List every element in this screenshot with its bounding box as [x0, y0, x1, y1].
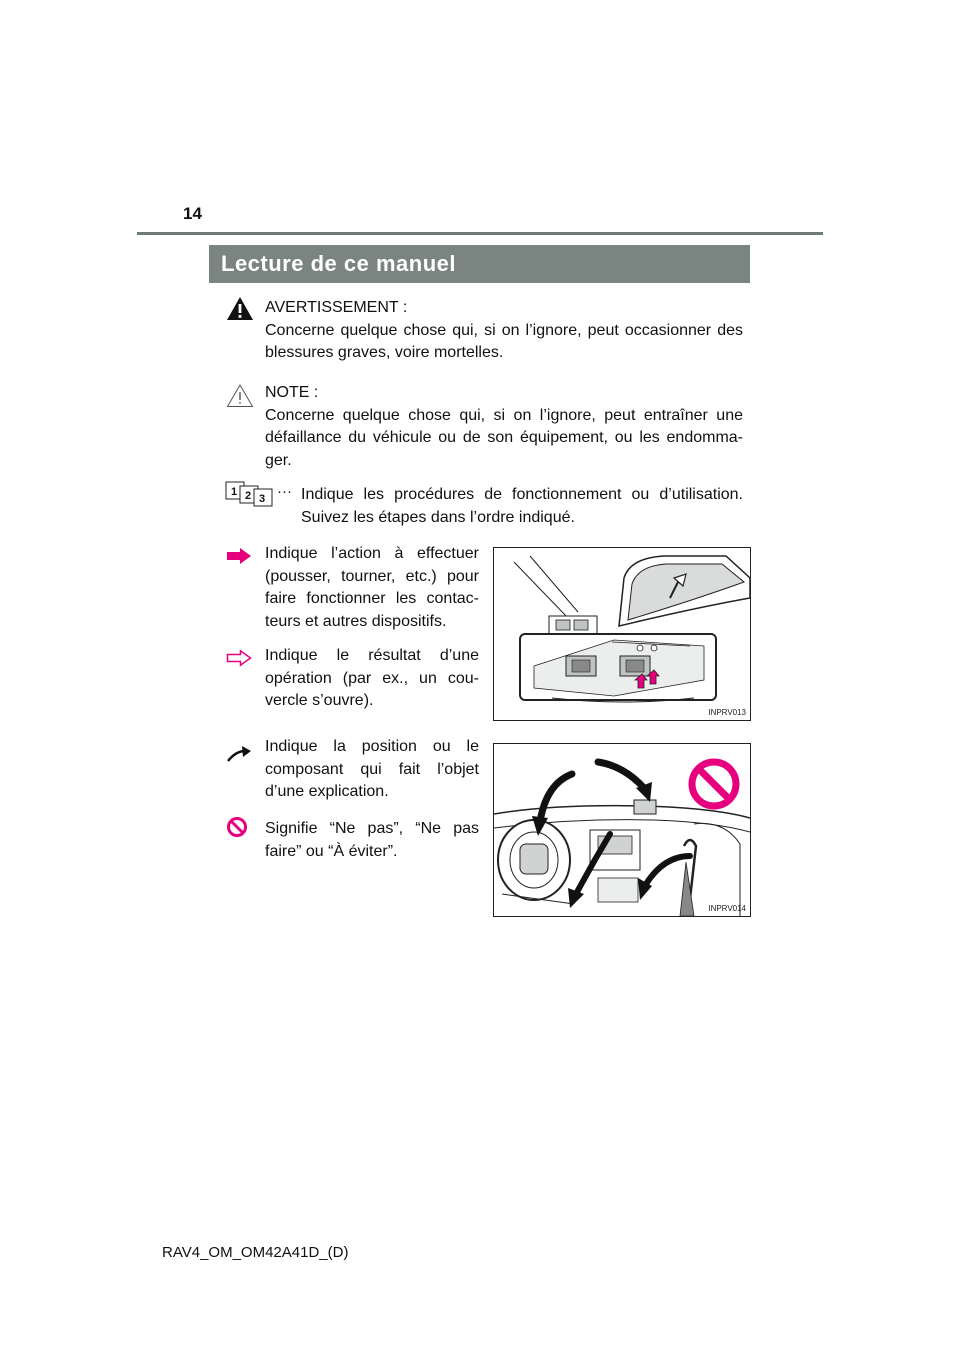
- figure-2-code: INPRV014: [708, 904, 746, 913]
- result-arrow-paragraph: Indique le résultat d’une opération (par ex., un cou-vercle s’ouvre).: [265, 647, 479, 709]
- warning-icon: [226, 296, 254, 321]
- warning-paragraph: [265, 297, 743, 365]
- note-paragraph: [265, 382, 743, 472]
- footer-document-code: RAV4_OM_OM42A41D_(D): [162, 1244, 349, 1261]
- step-numbers-icon: [225, 481, 275, 507]
- note-label: NOTE :: [265, 384, 319, 401]
- action-arrow-icon: [226, 547, 252, 565]
- section-header: Lecture de ce manuel: [209, 245, 750, 283]
- result-arrow-icon: [226, 649, 252, 667]
- action-arrow-paragraph: Indique l’action à effectuer (pousser, tourner, etc.) pour faire fonctionner les contac-teurs et autres dispositifs.: [265, 545, 479, 630]
- switch-panel-illustration: [494, 548, 750, 720]
- warning-label: AVERTISSEMENT :: [265, 299, 408, 316]
- figure-1-code: INPRV013: [708, 708, 746, 717]
- position-arrow-icon: [226, 745, 252, 763]
- step-number-1: 1: [231, 486, 238, 498]
- caution-icon: [226, 383, 254, 408]
- prohibited-icon: [226, 816, 248, 838]
- note-text: Concerne quelque chose qui, si on l’ignore, peut entraîner une défaillance du véhicule ou de son équipement, ou les endomma-ger.: [265, 406, 743, 469]
- dashboard-illustration: [494, 744, 750, 916]
- position-arrow-paragraph: Indique la position ou le composant qui fait l’objet d’une explication.: [265, 738, 479, 800]
- page-number: 14: [183, 204, 202, 223]
- step-number-2: 2: [245, 490, 252, 502]
- top-rule: [137, 232, 823, 235]
- figure-switch-panel: [493, 547, 751, 721]
- steps-ellipsis: ···: [277, 483, 292, 500]
- figure-dashboard: [493, 743, 751, 917]
- step-number-3: 3: [259, 493, 266, 505]
- prohibited-paragraph: Signifie “Ne pas”, “Ne pas faire” ou “À éviter”.: [265, 820, 479, 860]
- warning-text: Concerne quelque chose qui, si on l’ignore, peut occasionner des blessures graves, voire mortelles.: [265, 321, 743, 361]
- steps-paragraph: Indique les procédures de fonctionnement ou d’utilisation. Suivez les étapes dans l’ordre indiqué.: [301, 486, 743, 526]
